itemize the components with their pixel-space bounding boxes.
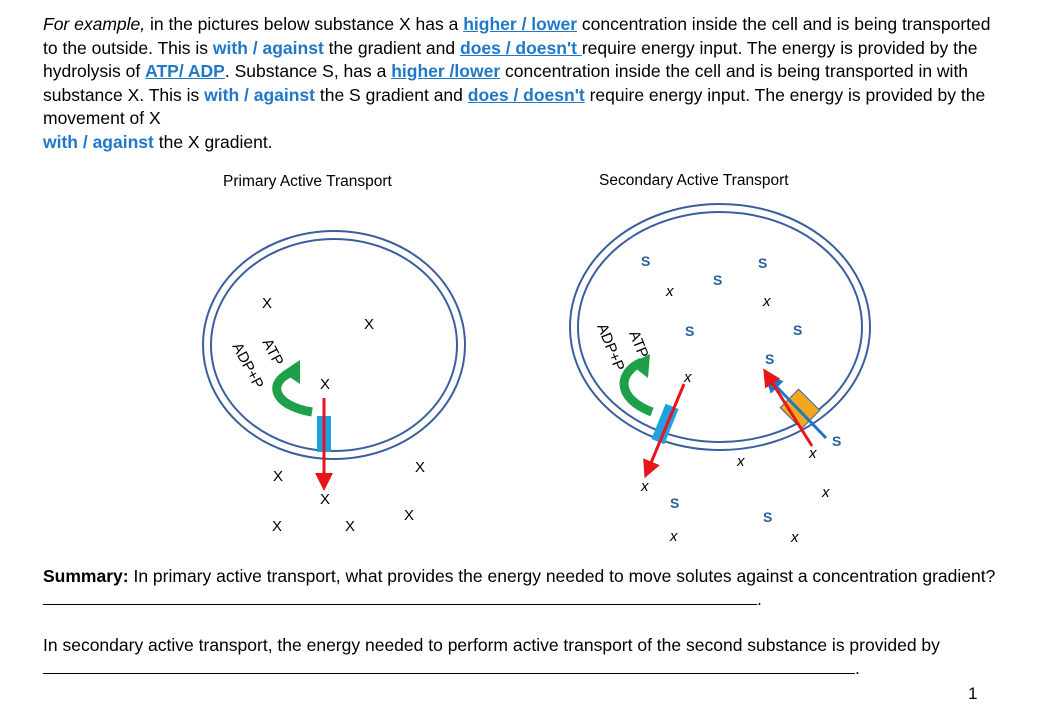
intro-text-6: concentration inside the cell and is being transported in with substance X. This is: [43, 61, 969, 105]
x-marker: X: [262, 295, 273, 312]
summary-question: [43, 565, 1003, 610]
summary-answer-blank[interactable]: [43, 588, 757, 605]
secondary-question-end: .: [855, 657, 860, 678]
x-marker: x: [666, 283, 674, 300]
choice-with-against-1: with / against: [212, 37, 324, 58]
choice-higher-lower-x: higher / lower: [463, 14, 578, 34]
s-marker: S: [832, 433, 842, 449]
x-marker: X: [272, 518, 283, 535]
choice-does-doesnt-1: does / doesn't: [460, 37, 582, 58]
secondary-atp-label: ATP: [625, 328, 652, 361]
secondary-answer-blank[interactable]: [43, 657, 855, 674]
x-marker: x: [791, 529, 799, 546]
x-marker: x: [641, 478, 649, 495]
x-marker: X: [404, 507, 415, 524]
x-marker: x: [670, 528, 678, 545]
x-marker: x: [737, 453, 745, 470]
primary-inner-membrane: [211, 239, 457, 451]
primary-adp-label: ADP+P: [228, 339, 267, 392]
x-marker: x: [822, 484, 830, 501]
x-marker: X: [320, 491, 331, 508]
intro-text-9: the X gradient.: [153, 131, 273, 152]
s-marker: S: [763, 509, 773, 525]
x-marker: X: [320, 376, 331, 393]
secondary-question: [43, 634, 1003, 679]
choice-with-against-2: with / against: [204, 84, 315, 105]
intro-text-7: the S gradient and: [315, 84, 468, 105]
secondary-diagram-title: Secondary Active Transport: [599, 172, 789, 189]
primary-x-markers: [262, 295, 425, 535]
secondary-x-arrow-out: [648, 384, 684, 470]
intro-lead: For example,: [43, 14, 146, 34]
secondary-question-text: In secondary active transport, the energy needed to perform active transport of the second substance is provided by: [43, 635, 940, 655]
s-marker: S: [670, 495, 680, 511]
x-marker: X: [345, 518, 356, 535]
intro-text-4: require energy input. The energy is provided by the hydrolysis of: [43, 37, 978, 82]
secondary-outer-membrane: [570, 204, 870, 450]
s-marker: S: [758, 255, 768, 271]
s-marker: S: [765, 351, 775, 367]
choice-atp-adp: ATP/ ADP: [145, 61, 225, 82]
secondary-cell: [570, 204, 870, 450]
page-number: 1: [968, 684, 978, 703]
choice-with-against-3: with / against: [43, 131, 154, 152]
x-marker: X: [364, 316, 375, 333]
primary-diagram-title: Primary Active Transport: [223, 173, 392, 190]
x-marker: x: [763, 293, 771, 310]
choice-does-doesnt-2: does / doesn't: [467, 84, 585, 105]
s-marker: S: [641, 253, 651, 269]
intro-text-2: concentration inside the cell and is being transported to the outside. This is: [43, 14, 991, 58]
intro-text-8: require energy input. The energy is provided by the movement of X: [43, 84, 986, 129]
intro-text-3: the gradient and: [323, 37, 460, 58]
x-marker: X: [273, 468, 284, 485]
secondary-adp-label: ADP+P: [593, 321, 628, 374]
summary-text: In primary active transport, what provides the energy needed to move solutes against a concentration gradient?: [128, 566, 996, 586]
secondary-inner-membrane: [578, 212, 862, 442]
summary-end: .: [757, 588, 762, 609]
x-marker: X: [415, 459, 426, 476]
primary-atp-label: ATP: [258, 335, 287, 369]
intro-text-5: . Substance S, has a: [224, 61, 392, 82]
intro-text-1: in the pictures below substance X has a: [145, 14, 464, 34]
x-marker: x: [809, 445, 817, 462]
s-marker: S: [793, 322, 803, 338]
choice-higher-lower-s: higher /lower: [391, 61, 501, 82]
summary-label: Summary:: [43, 566, 129, 586]
x-marker: x: [684, 369, 692, 386]
s-marker: S: [713, 272, 723, 288]
s-marker: S: [685, 323, 695, 339]
